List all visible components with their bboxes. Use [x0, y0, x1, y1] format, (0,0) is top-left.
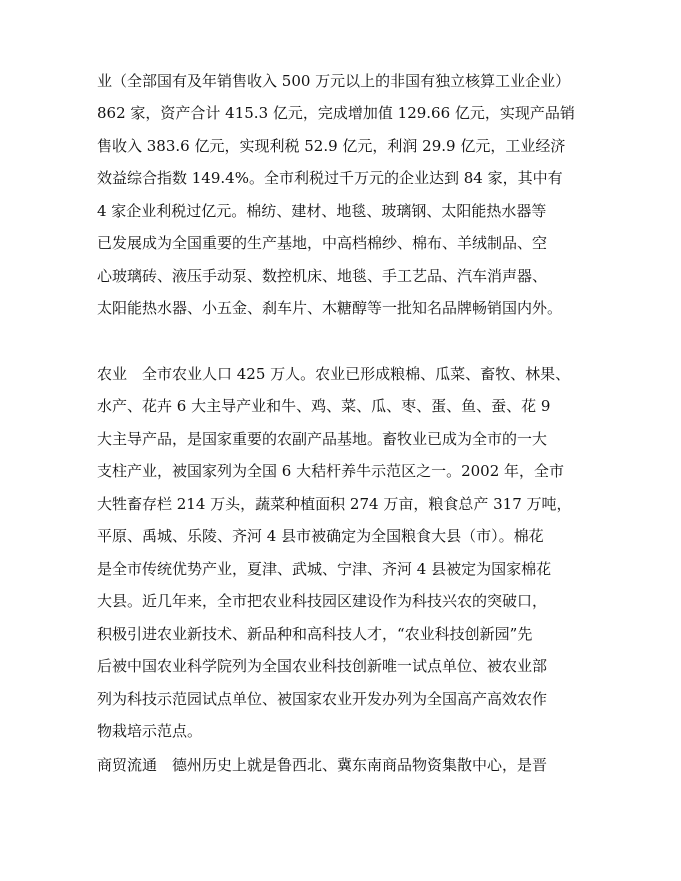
commerce-line: 商贸流通 德州历史上就是鲁西北、冀东南商品物资集散中心，是晋: [97, 756, 548, 774]
industry-line: 效益综合指数 149.4%。全市利税过千万元的企业达到 84 家，其中有: [97, 169, 563, 187]
agriculture-line: 积极引进农业新技术、新品种和高科技人才，“农业科技创新园”先: [97, 625, 533, 643]
industry-line: 已发展成为全国重要的生产基地，中高档棉纱、棉布、羊绒制品、空: [97, 234, 548, 252]
industry-line: 心玻璃砖、液压手动泵、数控机床、地毯、手工艺品、汽车消声器、: [97, 267, 548, 285]
agriculture-line: 支柱产业，被国家列为全国 6 大秸杆养牛示范区之一。2002 年，全市: [97, 462, 565, 480]
agriculture-line: 列为科技示范园试点单位、被国家农业开发办列为全国高产高效农作: [97, 690, 548, 708]
industry-line: 售收入 383.6 亿元，实现利税 52.9 亿元，利润 29.9 亿元，工业经济: [97, 137, 566, 155]
agriculture-line: 平原、禹城、乐陵、齐河 4 县市被确定为全国粮食大县（市）。棉花: [97, 527, 544, 545]
industry-line: 862 家，资产合计 415.3 亿元，完成增加值 129.66 亿元，实现产品销: [97, 104, 575, 122]
agriculture-line: 水产、花卉 6 大主导产业和牛、鸡、菜、瓜、枣、蛋、鱼、蚕、花 9: [97, 397, 551, 415]
agriculture-line: 农业 全市农业人口 425 万人。农业已形成粮棉、瓜菜、畜牧、林果、: [97, 365, 571, 383]
agriculture-line: 后被中国农业科学院列为全国农业科技创新唯一试点单位、被农业部: [97, 657, 548, 675]
agriculture-line: 大县。近几年来，全市把农业科技园区建设作为科技兴农的突破口，: [97, 592, 548, 610]
agriculture-line: 大牲畜存栏 214 万头，蔬菜种植面积 274 万亩，粮食总产 317 万吨，: [97, 495, 572, 513]
industry-line: 业（全部国有及年销售收入 500 万元以上的非国有独立核算工业企业）: [97, 72, 571, 90]
agriculture-line: 大主导产品，是国家重要的农副产品基地。畜牧业已成为全市的一大: [97, 430, 548, 448]
industry-line: 太阳能热水器、小五金、刹车片、木糖醇等一批知名品牌畅销国内外。: [97, 299, 563, 317]
agriculture-line: 物栽培示范点。: [97, 722, 203, 740]
agriculture-line: 是全市传统优势产业，夏津、武城、宁津、齐河 4 县被定为国家棉花: [97, 560, 552, 578]
industry-line: 4 家企业利税过亿元。棉纺、建材、地毯、玻璃钢、太阳能热水器等: [97, 202, 547, 220]
